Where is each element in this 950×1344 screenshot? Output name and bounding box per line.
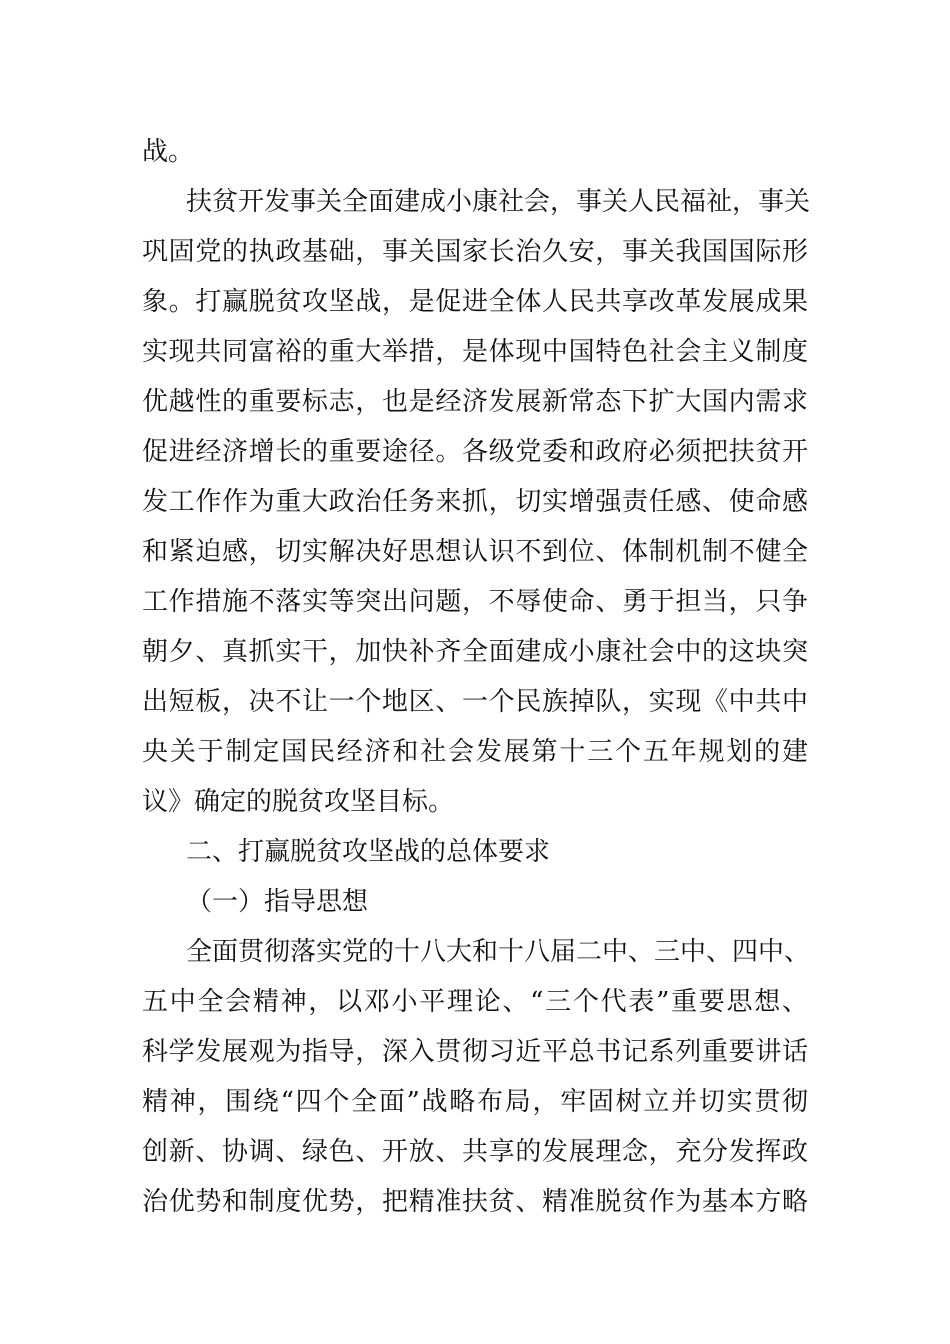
text-line: 工作措施不落实等突出问题，不辱使命、勇于担当，只争 (142, 587, 808, 617)
section-heading: 二、打赢脱贫攻坚战的总体要求 (186, 837, 551, 867)
text-line: 科学发展观为指导，深入贯彻习近平总书记系列重要讲话 (142, 1037, 808, 1067)
text-line: 优越性的重要标志，也是经济发展新常态下扩大国内需求 (142, 387, 808, 417)
text-line: 促进经济增长的重要途径。各级党委和政府必须把扶贫开 (142, 437, 808, 467)
text-line: 议》确定的脱贫攻坚目标。 (142, 787, 455, 817)
text-line: 巩固党的执政基础，事关国家长治久安，事关我国国际形 (142, 237, 808, 267)
text-line: 象。打赢脱贫攻坚战，是促进全体人民共享改革发展成果 (142, 287, 808, 317)
text-line: 朝夕、真抓实干，加快补齐全面建成小康社会中的这块突 (142, 637, 808, 667)
text-line: 战。 (142, 137, 195, 167)
subsection-heading: （一）指导思想 (186, 887, 369, 917)
text-line: 创新、协调、绿色、开放、共享的发展理念，充分发挥政 (142, 1137, 808, 1167)
text-line: 治优势和制度优势，把精准扶贫、精准脱贫作为基本方略 (142, 1187, 808, 1217)
text-line: 五中全会精神，以邓小平理论、“三个代表”重要思想、 (142, 987, 808, 1017)
paragraph-first-line: 全面贯彻落实党的十八大和十八届二中、三中、四中、 (186, 937, 811, 967)
text-line: 精神，围绕“四个全面”战略布局，牢固树立并切实贯彻 (142, 1087, 808, 1117)
text-line: 发工作作为重大政治任务来抓，切实增强责任感、使命感 (142, 487, 808, 517)
text-line: 出短板，决不让一个地区、一个民族掉队，实现《中共中 (142, 687, 808, 717)
text-line: 和紧迫感，切实解决好思想认识不到位、体制机制不健全 (142, 537, 808, 567)
text-line: 实现共同富裕的重大举措，是体现中国特色社会主义制度 (142, 337, 808, 367)
paragraph-first-line: 扶贫开发事关全面建成小康社会，事关人民福祉，事关 (186, 187, 811, 217)
text-line: 央关于制定国民经济和社会发展第十三个五年规划的建 (142, 737, 808, 767)
